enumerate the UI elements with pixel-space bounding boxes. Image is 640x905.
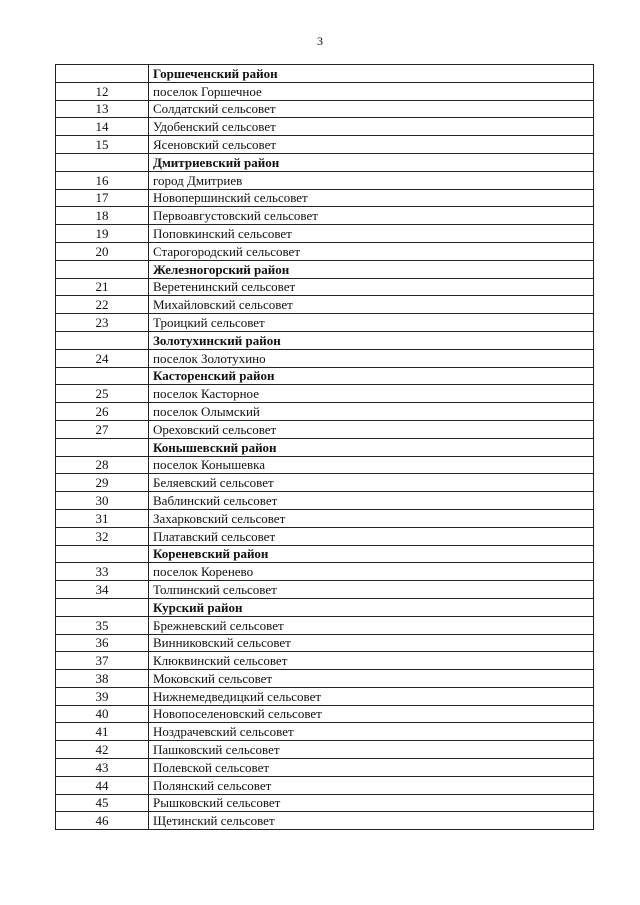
district-header-row (56, 65, 594, 83)
row-number: 39 (56, 687, 149, 705)
settlement-name: Щетинский сельсовет (149, 812, 594, 830)
table-row (56, 527, 594, 545)
district-name: Касторенский район (149, 367, 594, 385)
table-row (56, 296, 594, 314)
table-row (56, 776, 594, 794)
settlement-name: Клюквинский сельсовет (149, 652, 594, 670)
district-header-row (56, 545, 594, 563)
settlement-name: Ноздрачевский сельсовет (149, 723, 594, 741)
settlement-name: Ясеновский сельсовет (149, 136, 594, 154)
settlement-name: Новопоселеновский сельсовет (149, 705, 594, 723)
row-number: 31 (56, 509, 149, 527)
row-number (56, 598, 149, 616)
table-row (56, 634, 594, 652)
table-row (56, 741, 594, 759)
district-name: Кореневский район (149, 545, 594, 563)
row-number (56, 153, 149, 171)
table-row (56, 171, 594, 189)
row-number: 13 (56, 100, 149, 118)
settlement-name: Винниковский сельсовет (149, 634, 594, 652)
row-number (56, 331, 149, 349)
settlement-name: Толпинский сельсовет (149, 581, 594, 599)
row-number: 38 (56, 670, 149, 688)
row-number: 28 (56, 456, 149, 474)
settlement-name: Захарковский сельсовет (149, 509, 594, 527)
row-number (56, 65, 149, 83)
row-number: 25 (56, 385, 149, 403)
row-number: 29 (56, 474, 149, 492)
table-row (56, 794, 594, 812)
settlement-name: Брежневский сельсовет (149, 616, 594, 634)
row-number: 26 (56, 403, 149, 421)
row-number (56, 260, 149, 278)
settlement-name: Пашковский сельсовет (149, 741, 594, 759)
table-row (56, 242, 594, 260)
table-row (56, 118, 594, 136)
table-row (56, 705, 594, 723)
table-row (56, 385, 594, 403)
row-number: 37 (56, 652, 149, 670)
table-row (56, 403, 594, 421)
settlement-name: Моковский сельсовет (149, 670, 594, 688)
district-name: Курский район (149, 598, 594, 616)
table-row (56, 723, 594, 741)
settlement-name: Нижнемедведицкий сельсовет (149, 687, 594, 705)
settlement-name: поселок Олымский (149, 403, 594, 421)
table-row (56, 420, 594, 438)
district-name: Конышевский район (149, 438, 594, 456)
page-number: 3 (317, 34, 323, 48)
table-row (56, 474, 594, 492)
settlements-table-body (56, 65, 594, 830)
row-number: 30 (56, 492, 149, 510)
district-header-row (56, 153, 594, 171)
row-number: 15 (56, 136, 149, 154)
settlement-name: Удобенский сельсовет (149, 118, 594, 136)
row-number: 32 (56, 527, 149, 545)
row-number: 16 (56, 171, 149, 189)
row-number: 41 (56, 723, 149, 741)
district-header-row (56, 367, 594, 385)
row-number: 17 (56, 189, 149, 207)
district-name: Горшеченский район (149, 65, 594, 83)
district-name: Дмитриевский район (149, 153, 594, 171)
district-name: Железногорский район (149, 260, 594, 278)
row-number (56, 545, 149, 563)
row-number: 43 (56, 759, 149, 777)
settlement-name: поселок Конышевка (149, 456, 594, 474)
settlement-name: Михайловский сельсовет (149, 296, 594, 314)
settlement-name: Веретенинский сельсовет (149, 278, 594, 296)
row-number: 19 (56, 225, 149, 243)
table-row (56, 278, 594, 296)
row-number: 23 (56, 314, 149, 332)
settlement-name: Беляевский сельсовет (149, 474, 594, 492)
district-header-row (56, 331, 594, 349)
settlement-name: Ваблинский сельсовет (149, 492, 594, 510)
row-number: 21 (56, 278, 149, 296)
table-row (56, 314, 594, 332)
settlement-name: Полянский сельсовет (149, 776, 594, 794)
settlement-name: Троицкий сельсовет (149, 314, 594, 332)
row-number (56, 438, 149, 456)
table-row (56, 100, 594, 118)
row-number: 44 (56, 776, 149, 794)
row-number: 34 (56, 581, 149, 599)
settlements-table (55, 64, 594, 830)
row-number: 12 (56, 82, 149, 100)
settlement-name: Полевской сельсовет (149, 759, 594, 777)
table-row (56, 349, 594, 367)
table-row (56, 812, 594, 830)
table-row (56, 563, 594, 581)
table-row (56, 207, 594, 225)
table-row (56, 82, 594, 100)
table-row (56, 581, 594, 599)
settlement-name: Старогородский сельсовет (149, 242, 594, 260)
district-header-row (56, 598, 594, 616)
row-number: 42 (56, 741, 149, 759)
table-row (56, 492, 594, 510)
table-row (56, 509, 594, 527)
row-number: 45 (56, 794, 149, 812)
row-number: 24 (56, 349, 149, 367)
row-number: 40 (56, 705, 149, 723)
settlement-name: поселок Золотухино (149, 349, 594, 367)
row-number (56, 367, 149, 385)
district-header-row (56, 260, 594, 278)
district-header-row (56, 438, 594, 456)
row-number: 14 (56, 118, 149, 136)
row-number: 22 (56, 296, 149, 314)
row-number: 46 (56, 812, 149, 830)
table-row (56, 136, 594, 154)
settlement-name: Новопершинский сельсовет (149, 189, 594, 207)
settlement-name: поселок Касторное (149, 385, 594, 403)
settlement-name: Поповкинский сельсовет (149, 225, 594, 243)
row-number: 33 (56, 563, 149, 581)
settlement-name: Солдатский сельсовет (149, 100, 594, 118)
settlement-name: Рышковский сельсовет (149, 794, 594, 812)
settlement-name: поселок Горшечное (149, 82, 594, 100)
settlement-name: Платавский сельсовет (149, 527, 594, 545)
row-number: 36 (56, 634, 149, 652)
row-number: 35 (56, 616, 149, 634)
settlement-name: город Дмитриев (149, 171, 594, 189)
table-row (56, 652, 594, 670)
table-row (56, 616, 594, 634)
table-row (56, 670, 594, 688)
table-row (56, 225, 594, 243)
table-row (56, 687, 594, 705)
settlement-name: Ореховский сельсовет (149, 420, 594, 438)
settlement-name: Первоавгустовский сельсовет (149, 207, 594, 225)
table-row (56, 759, 594, 777)
table-row (56, 189, 594, 207)
table-row (56, 456, 594, 474)
district-name: Золотухинский район (149, 331, 594, 349)
row-number: 27 (56, 420, 149, 438)
settlement-name: поселок Коренево (149, 563, 594, 581)
row-number: 18 (56, 207, 149, 225)
row-number: 20 (56, 242, 149, 260)
